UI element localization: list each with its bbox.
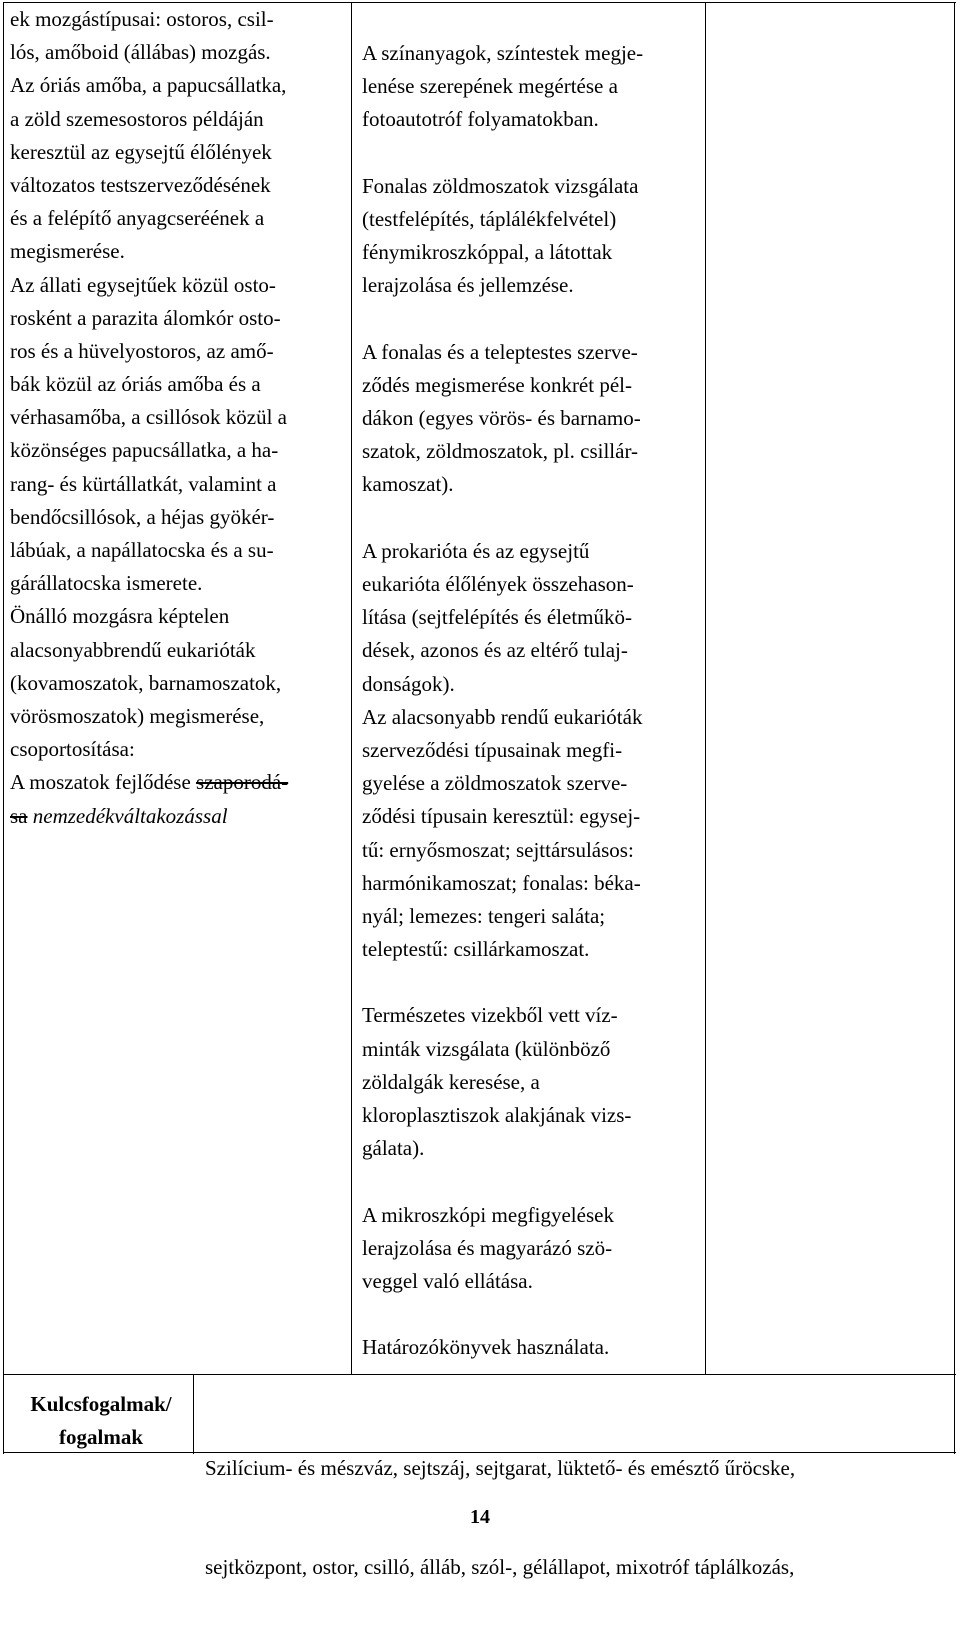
italic-text: nemzedékváltakozással [27, 803, 228, 828]
text-line: Határozókönyvek használata. [362, 1335, 610, 1360]
text-line: veggel való ellátása. [362, 1268, 533, 1293]
page-number: 14 [470, 1506, 490, 1528]
text-line: gálata). [362, 1136, 425, 1161]
struck-text: szaporodá- [196, 770, 289, 795]
text-line: ek mozgástípusai: ostoros, csil- [10, 7, 274, 31]
text-line: gyelése a zöldmoszatok szerve- [362, 771, 628, 796]
text-line: rang- és kürtállatkát, valamint a [10, 471, 277, 496]
text-line: lós, amőboid (állábas) mozgás. [10, 40, 271, 65]
text-line: ződési típusain keresztül: egysej- [362, 804, 641, 829]
key-concepts-text-line: Szilícium- és mészváz, sejtszáj, sejtgarat, lüktető- és emésztő űröcske, [205, 1456, 796, 1480]
text-line: A mikroszkópi megfigyelések [362, 1202, 614, 1227]
text-line: eukarióta élőlények összehason- [362, 572, 634, 596]
key-concepts-label-line: fogalmak [59, 1425, 143, 1450]
text-line: lítása (sejtfelépítés és életműkö- [362, 605, 632, 630]
key-concepts-divider [193, 1374, 194, 1454]
text-line: lenése szerepének megértése a [362, 74, 618, 99]
key-concepts-border-right [954, 1374, 955, 1454]
table-border-left [3, 2, 4, 1374]
text-line [10, 766, 354, 799]
text-line: fénymikroszkóppal, a látottak [362, 240, 613, 265]
text-line: vörösmoszatok) megismerése, [10, 703, 265, 728]
text-fragment: A moszatok fejlődése [10, 770, 197, 795]
text-line: zöldalgák keresése, a [362, 1069, 540, 1094]
paragraph-spacer [362, 1298, 707, 1331]
text-line: megismerése. [10, 239, 125, 264]
text-line: Az óriás amőba, a papucsállatka, [10, 73, 287, 98]
paragraph-spacer [362, 966, 707, 999]
text-line: donságok). [362, 671, 455, 696]
text-line: A fonalas és a teleptestes szerve- [362, 339, 638, 364]
text-line: A színanyagok, színtestek megje- [362, 41, 644, 65]
text-line: Fonalas zöldmoszatok vizsgálata [362, 173, 639, 198]
text-line: ros és a hüvelyostoros, az amő- [10, 338, 274, 363]
text-line: (kovamoszatok, barnamoszatok, [10, 670, 282, 695]
paragraph-spacer [362, 502, 707, 535]
text-line: ződés megismerése konkrét pél- [362, 372, 632, 397]
text-line: keresztül az egysejtű élőlények [10, 139, 272, 164]
text-line: Az állati egysejtűek közül osto- [10, 272, 276, 297]
text-line: dések, azonos és az eltérő tulaj- [362, 638, 628, 663]
text-line: közönséges papucsállatka, a ha- [10, 438, 279, 463]
text-line: dákon (egyes vörös- és barnamo- [362, 406, 641, 431]
text-line: (testfelépítés, táplálékfelvétel) [362, 206, 617, 231]
text-line: tű: ernyősmoszat; sejttársulásos: [362, 837, 634, 862]
text-line: Az alacsonyabb rendű eukarióták [362, 704, 643, 729]
text-line: Önálló mozgásra képtelen [10, 604, 230, 629]
text-line: kamoszat). [362, 472, 454, 497]
paragraph-spacer [362, 303, 707, 336]
paragraph-spacer [362, 1165, 707, 1198]
activities-column-text [362, 37, 707, 1365]
text-line: A prokarióta és az egysejtű [362, 538, 590, 563]
text-line: lábúak, a napállatocska és a su- [10, 538, 274, 562]
key-concepts-border-left [3, 1374, 4, 1454]
text-line: bendőcsillósok, a héjas gyökér- [10, 504, 275, 529]
text-line: Természetes vizekből vett víz- [362, 1003, 618, 1028]
key-concepts-text-line: sejtközpont, ostor, csilló, álláb, szól-, gélállapot, mixotróf táplálkozás, [205, 1555, 795, 1580]
text-line: gárállatocska ismerete. [10, 571, 203, 596]
struck-text: sa [10, 803, 28, 828]
text-line: alacsonyabbrendű eukarióták [10, 637, 256, 662]
text-line: szatok, zöldmoszatok, pl. csillár- [362, 439, 639, 464]
text-line: fotoautotróf folyamatokban. [362, 107, 599, 132]
text-line: változatos testszerveződésének [10, 172, 271, 197]
text-line: minták vizsgálata (különböző [362, 1036, 611, 1061]
text-line: nyál; lemezes: tengeri saláta; [362, 903, 606, 928]
text-line: szerveződési típusainak megfi- [362, 737, 623, 762]
text-line [10, 800, 354, 833]
key-concepts-label [11, 1388, 191, 1454]
text-line: a zöld szemesostoros példáján [10, 106, 264, 131]
paragraph-spacer [362, 137, 707, 170]
text-line: és a felépítő anyagcseréének a [10, 206, 265, 231]
text-line: vérhasamőba, a csillósok közül a [10, 405, 287, 430]
text-line: rosként a parazita álomkór osto- [10, 305, 281, 330]
left-column-text [10, 3, 354, 833]
text-line: lerajzolása és jellemzése. [362, 273, 574, 298]
table-border-right [954, 2, 955, 1374]
text-line: harmónikamoszat; fonalas: béka- [362, 870, 641, 895]
key-concepts-border-top [3, 1374, 956, 1375]
text-line: kloroplasztiszok alakjának vizs- [362, 1103, 632, 1127]
text-line: bák közül az óriás amőba és a [10, 372, 261, 397]
key-concepts-label-line: Kulcsfogalmak/ [30, 1392, 172, 1416]
text-line: csoportosítása: [10, 737, 135, 762]
text-line: teleptestű: csillárkamoszat. [362, 937, 590, 962]
text-line: lerajzolása és magyarázó szö- [362, 1235, 613, 1260]
